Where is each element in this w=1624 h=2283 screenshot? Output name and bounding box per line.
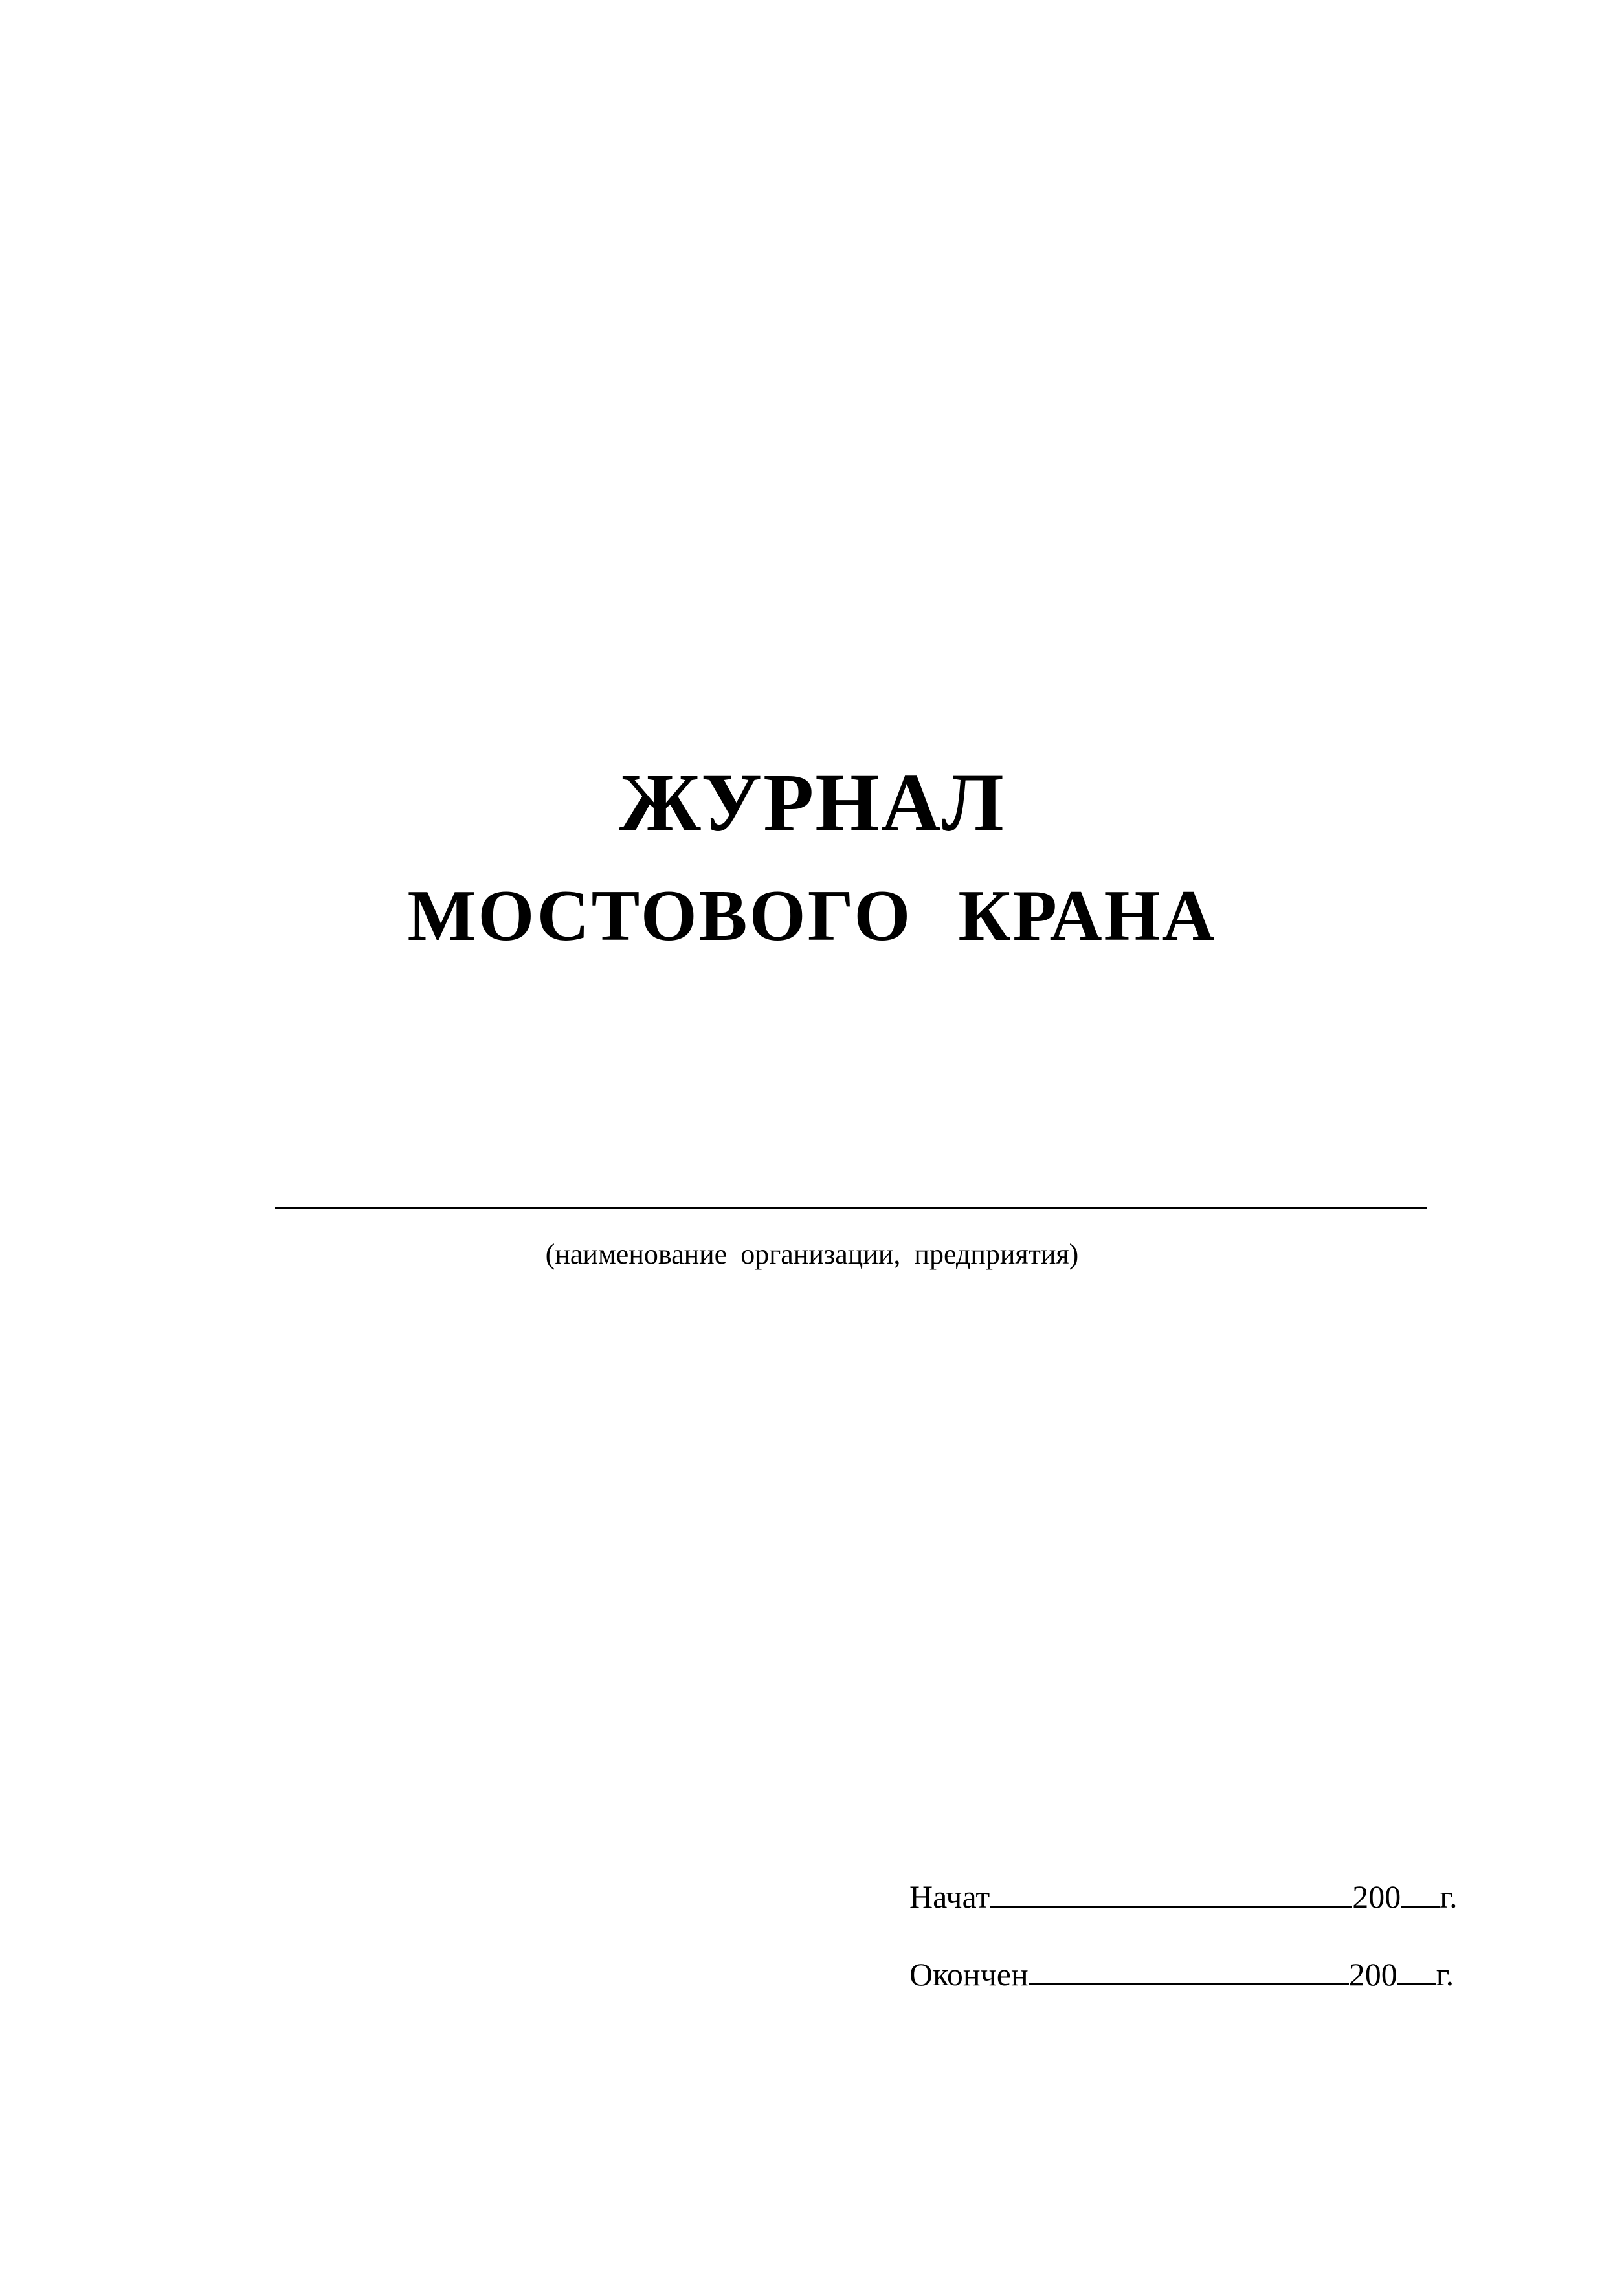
- start-label: Начат: [909, 1878, 990, 1915]
- end-date-blank: [1029, 1954, 1349, 1985]
- end-year-blank: [1397, 1954, 1436, 1985]
- start-date-blank: [990, 1876, 1352, 1908]
- start-year-blank: [1401, 1876, 1440, 1908]
- organization-caption: (наименование организации, предприятия): [545, 1238, 1079, 1270]
- end-year-prefix: 200: [1348, 1956, 1397, 1992]
- start-year-suffix: г.: [1440, 1878, 1458, 1915]
- end-label: Окончен: [909, 1956, 1029, 1992]
- end-date-row: [909, 1952, 1454, 1997]
- end-year-suffix: г.: [1436, 1956, 1454, 1992]
- organization-name-line: [275, 1207, 1427, 1209]
- journal-subtitle: МОСТОВОГО КРАНА: [407, 876, 1217, 956]
- start-year-prefix: 200: [1352, 1878, 1401, 1915]
- journal-title: ЖУРНАЛ: [619, 757, 1005, 849]
- start-date-row: [909, 1874, 1458, 1919]
